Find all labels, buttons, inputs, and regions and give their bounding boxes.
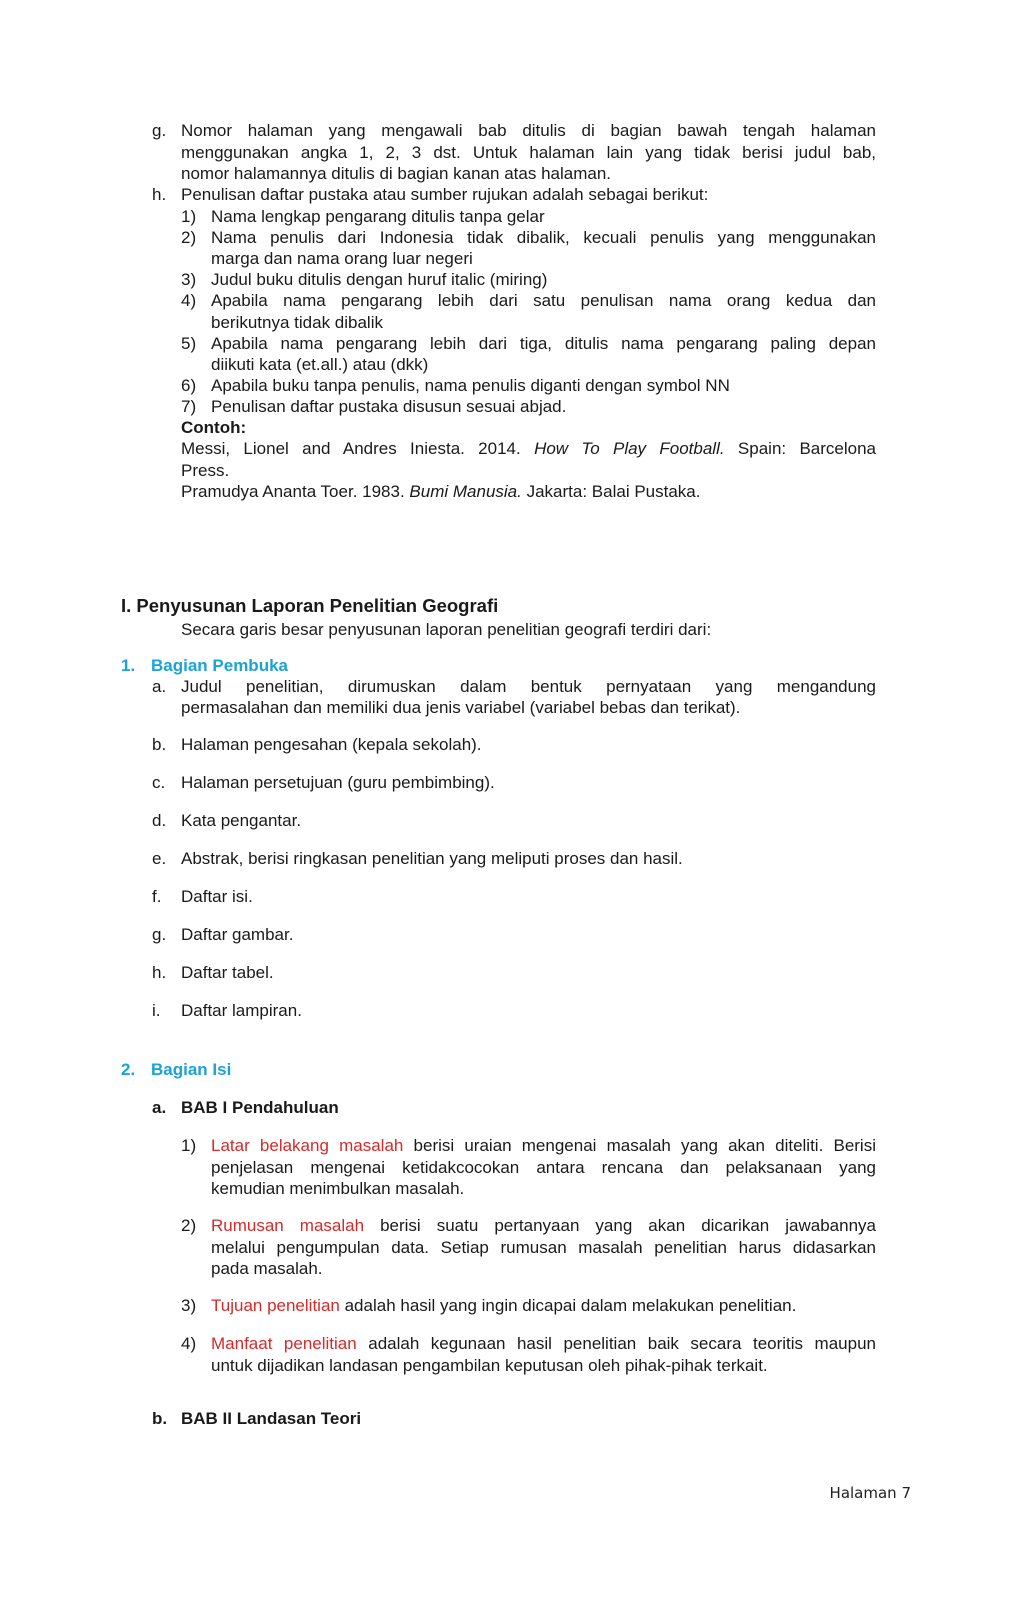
page-number: Halaman 7 [829, 1484, 911, 1502]
bab1-marker-1: 1) [181, 1136, 197, 1155]
h-sub-marker-5: 5) [181, 334, 197, 353]
h-sub-2-line-2: marga dan nama orang luar negeri [211, 249, 473, 268]
bab1-item-4-term: Manfaat penelitian [211, 1334, 357, 1353]
bab1-marker-4: 4) [181, 1334, 197, 1353]
pembuka-marker-i: i. [152, 1001, 161, 1020]
bab1-item-2-rest: berisi suatu pertanyaan yang akan dicarikan jawabannya [380, 1216, 876, 1235]
bab1-heading: BAB I Pendahuluan [181, 1098, 339, 1117]
example-2-publisher: Jakarta: Balai Pustaka. [526, 482, 701, 501]
bab1-marker: a. [152, 1098, 167, 1117]
pembuka-e: Abstrak, berisi ringkasan penelitian yang meliputi proses dan hasil. [181, 849, 683, 868]
bab1-item-1-line-1 [211, 1135, 876, 1157]
bab1-item-2-line-3: pada masalah. [211, 1259, 323, 1278]
h-sub-1-line-1: Nama lengkap pengarang ditulis tanpa gelar [211, 207, 545, 226]
item-h-text: Penulisan daftar pustaka atau sumber rujukan adalah sebagai berikut: [181, 185, 709, 204]
example-1-line-1 [181, 438, 876, 460]
pembuka-b: Halaman pengesahan (kepala sekolah). [181, 735, 482, 754]
bab1-item-3-rest: adalah hasil yang ingin dicapai dalam melakukan penelitian. [344, 1296, 797, 1315]
pembuka-d: Kata pengantar. [181, 811, 302, 830]
isi-marker: 2. [121, 1060, 136, 1079]
example-1-line-2: Press. [181, 460, 230, 480]
pembuka-marker-g: g. [152, 925, 167, 944]
example-1-title: How To Play Football. [534, 439, 725, 458]
h-sub-marker-4: 4) [181, 291, 197, 310]
pembuka-marker-d: d. [152, 811, 167, 830]
pembuka-marker: 1. [121, 656, 136, 675]
section-intro: Secara garis besar penyusunan laporan penelitian geografi terdiri dari: [181, 620, 712, 639]
contoh-label: Contoh: [181, 418, 247, 437]
h-sub-2-line-1: Nama penulis dari Indonesia tidak dibalik, kecuali penulis yang menggunakan [211, 228, 876, 247]
bab1-item-4-rest: adalah kegunaan hasil penelitian baik secara teoritis maupun [368, 1334, 876, 1353]
bab2-marker: b. [152, 1409, 168, 1428]
section-title: I. Penyusunan Laporan Penelitian Geografi [121, 595, 499, 616]
item-g-line-1: Nomor halaman yang mengawali bab ditulis di bagian bawah tengah halaman [181, 121, 876, 140]
example-2-author: Pramudya Ananta Toer. 1983. [181, 482, 405, 501]
item-g-line-2: menggunakan angka 1, 2, 3 dst. Untuk halaman lain yang tidak berisi judul bab, [181, 142, 876, 162]
item-g-line-3: nomor halamannya ditulis di bagian kanan atas halaman. [181, 164, 611, 183]
pembuka-marker-b: b. [152, 735, 167, 754]
bab1-item-3-term: Tujuan penelitian [211, 1296, 340, 1315]
example-2-title: Bumi Manusia. [409, 482, 522, 501]
bab1-item-1-line-2: penjelasan mengenai ketidakcocokan antara rencana dan pelaksanaan yang [211, 1157, 876, 1177]
h-sub-3-line-1: Judul buku ditulis dengan huruf italic (miring) [211, 270, 548, 289]
bab1-item-1-line-3: kemudian menimbulkan masalah. [211, 1179, 465, 1198]
bab1-item-2-term: Rumusan masalah [211, 1216, 365, 1235]
bab1-item-4-line-2: untuk dijadikan landasan pengambilan keputusan oleh pihak-pihak terkait. [211, 1355, 768, 1375]
bab1-item-1-term: Latar belakang masalah [211, 1136, 404, 1155]
pembuka-a-line-2: permasalahan dan memiliki dua jenis variabel (variabel bebas dan terikat). [181, 698, 741, 717]
pembuka-heading: Bagian Pembuka [151, 656, 288, 675]
h-sub-7-line-1: Penulisan daftar pustaka disusun sesuai abjad. [211, 397, 567, 416]
pembuka-marker-f: f. [152, 887, 162, 906]
bab1-item-2-line-1 [211, 1215, 876, 1237]
pembuka-marker-e: e. [152, 849, 167, 868]
example-1-publisher: Spain: Barcelona [737, 439, 876, 458]
example-2 [181, 481, 700, 503]
list-marker-g: g. [152, 121, 167, 140]
pembuka-marker-a: a. [152, 677, 167, 696]
isi-heading: Bagian Isi [151, 1060, 232, 1079]
bab2-heading: BAB II Landasan Teori [181, 1409, 362, 1428]
h-sub-marker-1: 1) [181, 207, 197, 226]
h-sub-4-line-2: berikutnya tidak dibalik [211, 312, 383, 332]
bab1-marker-3: 3) [181, 1296, 197, 1315]
pembuka-i: Daftar lampiran. [181, 1001, 302, 1020]
h-sub-marker-2: 2) [181, 228, 197, 247]
pembuka-marker-c: c. [152, 773, 166, 792]
bab1-item-4-line-1 [211, 1333, 876, 1355]
pembuka-f: Daftar isi. [181, 887, 253, 906]
pembuka-h: Daftar tabel. [181, 963, 274, 982]
pembuka-a-line-1: Judul penelitian, dirumuskan dalam bentuk pernyataan yang mengandung [181, 677, 876, 696]
h-sub-4-line-1: Apabila nama pengarang lebih dari satu penulisan nama orang kedua dan [211, 291, 876, 310]
example-1-author: Messi, Lionel and Andres Iniesta. 2014. [181, 439, 521, 458]
list-marker-h: h. [152, 185, 167, 204]
bab1-marker-2: 2) [181, 1216, 197, 1235]
bab1-item-1-rest: berisi uraian mengenai masalah yang akan diteliti. Berisi [413, 1136, 876, 1155]
pembuka-c: Halaman persetujuan (guru pembimbing). [181, 773, 495, 792]
h-sub-marker-3: 3) [181, 270, 197, 289]
h-sub-marker-6: 6) [181, 376, 197, 395]
pembuka-g: Daftar gambar. [181, 925, 294, 944]
bab1-item-2-line-2: melalui pengumpulan data. Setiap rumusan masalah penelitian harus didasarkan [211, 1237, 876, 1257]
h-sub-marker-7: 7) [181, 397, 197, 416]
pembuka-marker-h: h. [152, 963, 167, 982]
h-sub-5-line-1: Apabila nama pengarang lebih dari tiga, ditulis nama pengarang paling depan [211, 334, 876, 353]
h-sub-5-line-2: diikuti kata (et.all.) atau (dkk) [211, 355, 429, 374]
h-sub-6-line-1: Apabila buku tanpa penulis, nama penulis diganti dengan symbol NN [211, 376, 730, 395]
bab1-item-3-line-1 [211, 1295, 876, 1317]
